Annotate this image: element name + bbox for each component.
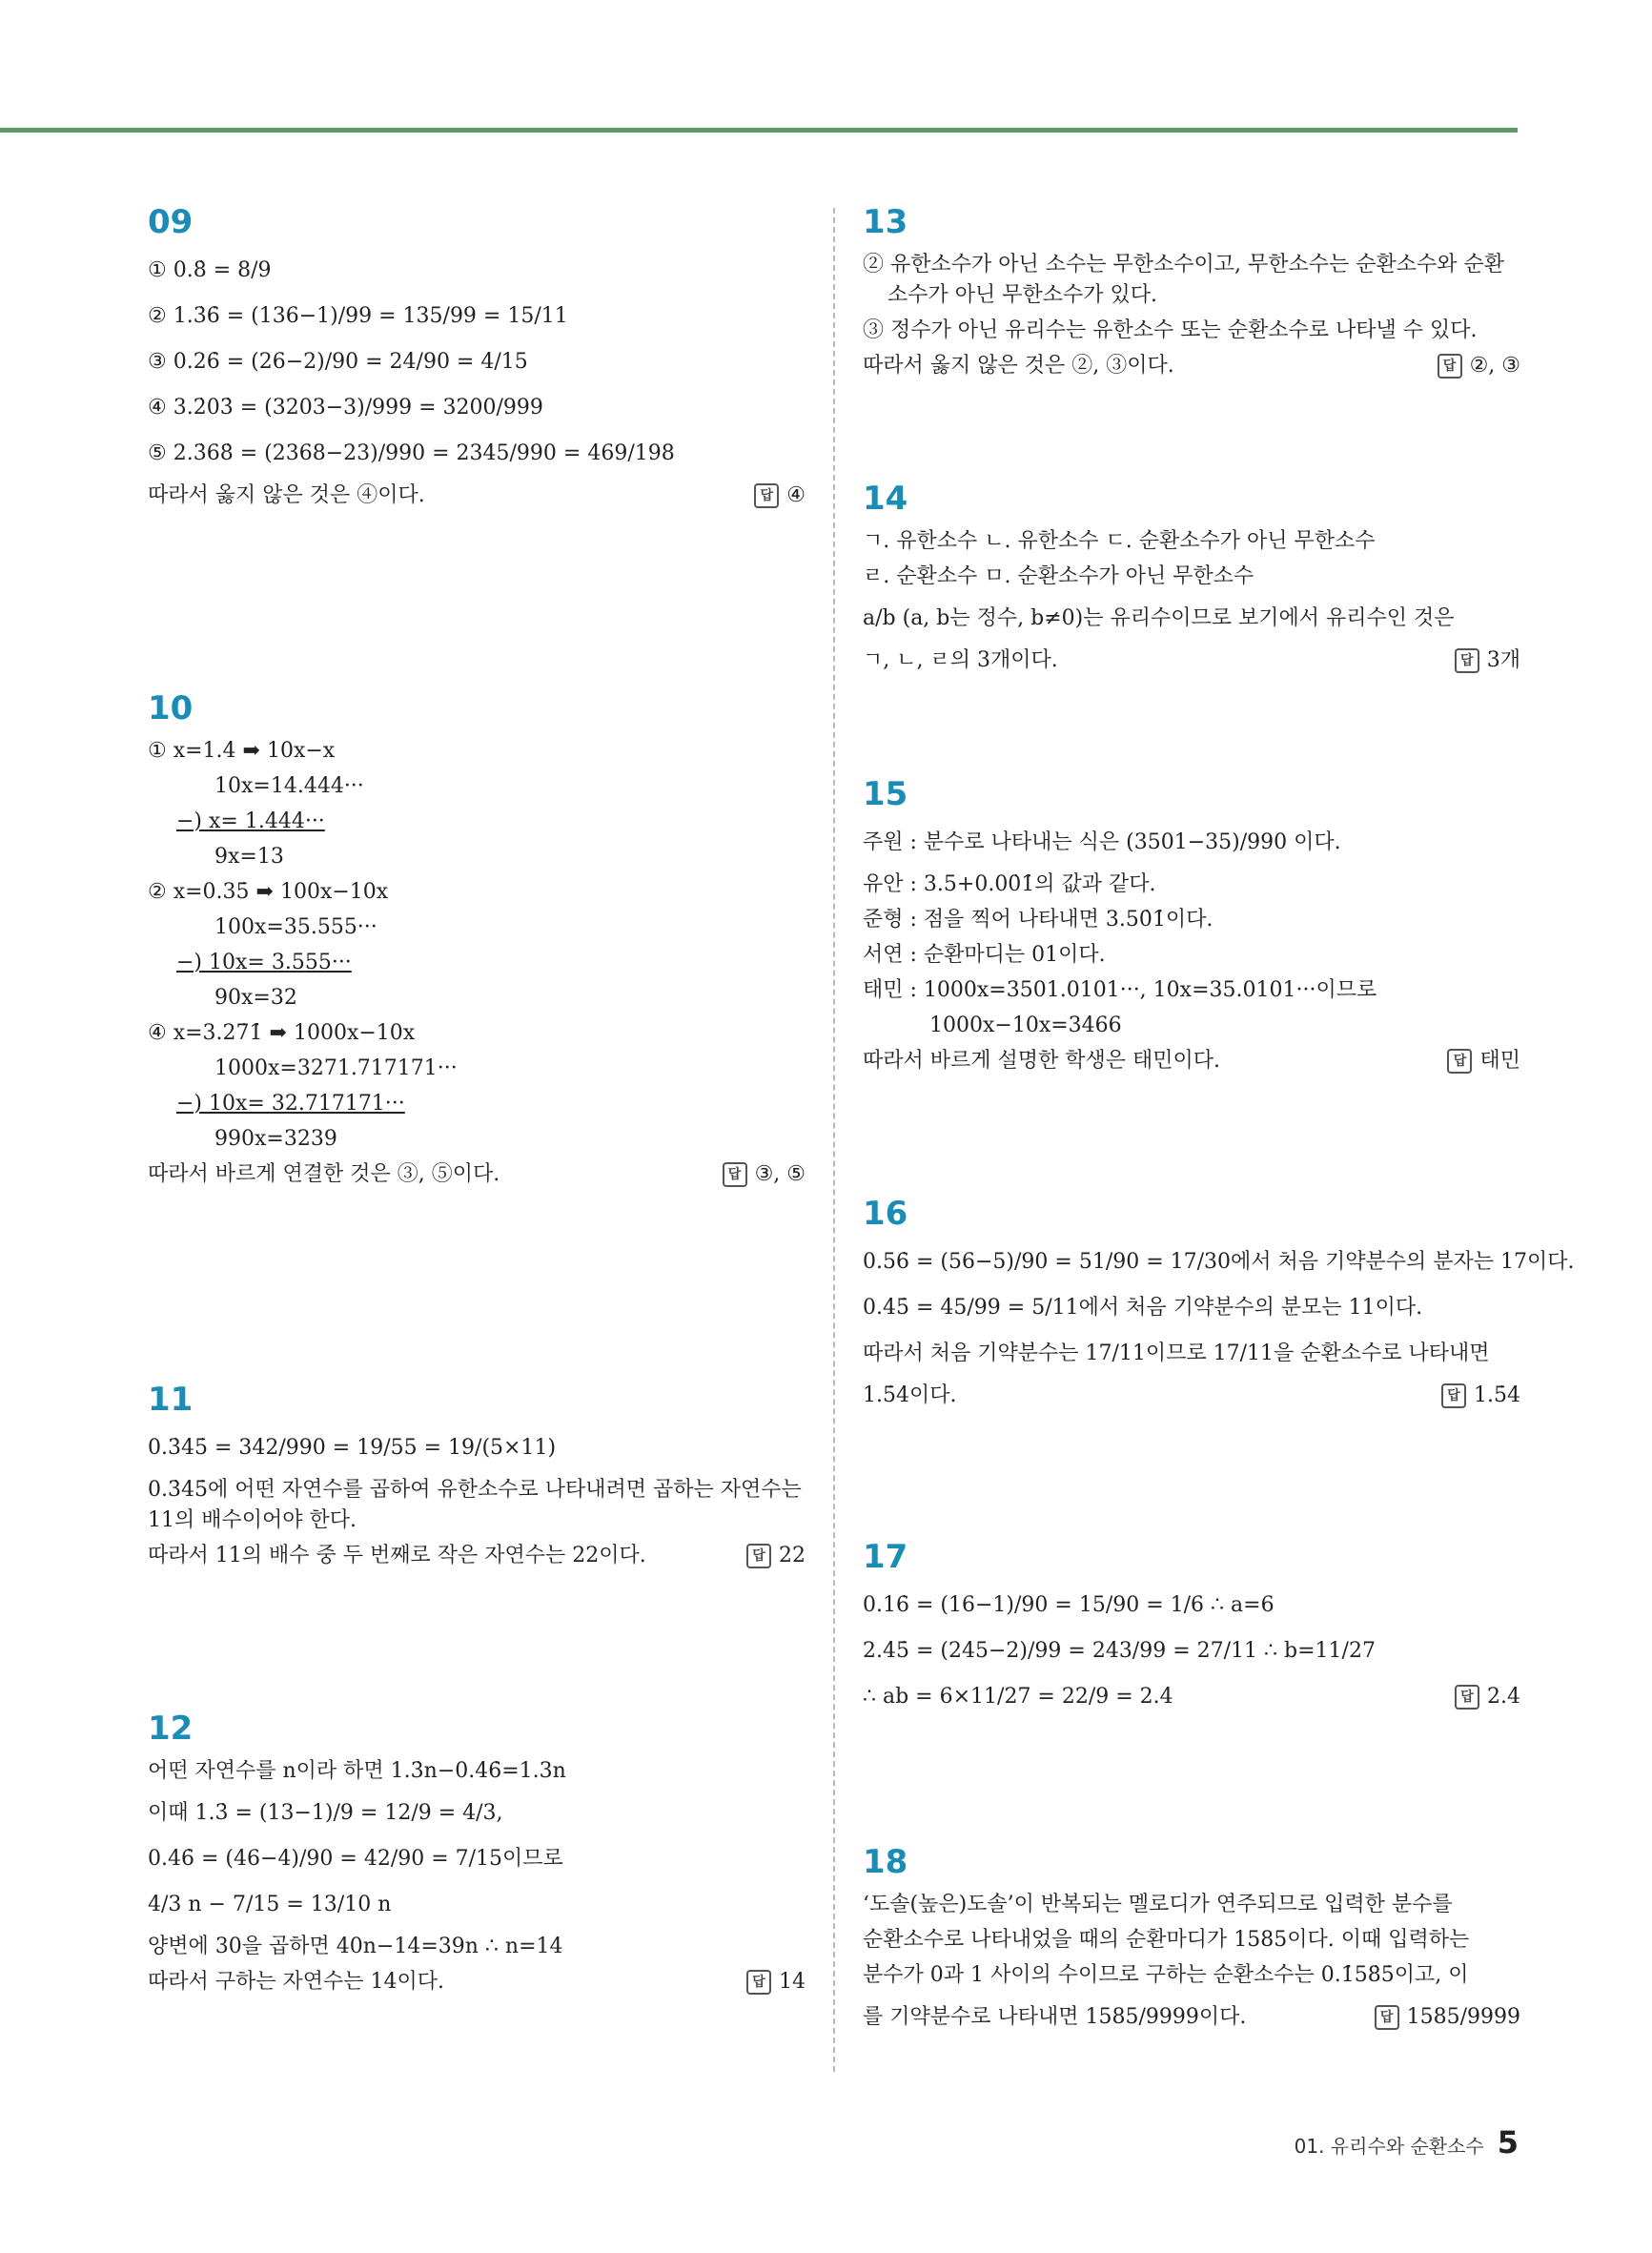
answer <box>1375 1998 1520 2037</box>
conclusion-row <box>148 481 806 511</box>
answer-value: ③, ⑤ <box>754 1162 806 1186</box>
answer-value: 2.4̇ <box>1487 1685 1520 1709</box>
answer-icon: 답 <box>1455 1685 1479 1710</box>
solution-line: ② x=0.35̇ ➡ 100x−10x <box>148 880 389 904</box>
solution-line: 따라서 처음 기약분수는 17/11이므로 17/11을 순환소수로 나타내면 <box>863 1342 1490 1365</box>
conclusion-text: 를 기약분수로 나타내면 1585/9999이다. <box>863 2005 1247 2029</box>
answer-value: 1.5̇4̇ <box>1474 1383 1520 1407</box>
problem-number: 14 <box>863 480 908 518</box>
solution-line: 0.3̇45̇ = 342/990 = 19/55 = 19/(5×11) <box>148 1436 557 1460</box>
answer-value: 3개 <box>1486 648 1520 672</box>
conclusion-text: 따라서 바르게 연결한 것은 ③, ⑤이다. <box>148 1162 500 1186</box>
answer-value: ④ <box>786 483 806 507</box>
conclusion-text: 따라서 옳지 않은 것은 ②, ③이다. <box>863 354 1174 378</box>
page-footer <box>1295 2124 1519 2161</box>
solution-line: ③ 정수가 아닌 유리수는 유한소수 또는 순환소수로 나타낼 수 있다. <box>863 318 1478 342</box>
solution-line: ① 0.8̇ = 8/9 <box>148 258 272 282</box>
page-number: 5 <box>1497 2124 1519 2161</box>
solution-line: 0.16̇ = (16−1)/90 = 15/90 = 1/6 ∴ a=6 <box>863 1593 1275 1617</box>
answer-value: ②, ③ <box>1469 354 1520 378</box>
chapter-title: 01. 유리수와 순환소수 <box>1294 2135 1484 2158</box>
answer-value: 22 <box>779 1544 806 1567</box>
problem-14 <box>863 477 1520 681</box>
solution-line: 10x=14.444··· <box>214 774 364 798</box>
conclusion-text: 따라서 옳지 않은 것은 ④이다. <box>148 483 425 507</box>
answer <box>1441 1381 1520 1411</box>
answer <box>1438 351 1520 381</box>
answer-value: 태민 <box>1479 1049 1520 1073</box>
answer <box>1455 645 1520 676</box>
conclusion-text: 따라서 11의 배수 중 두 번째로 작은 자연수는 22이다. <box>148 1544 646 1567</box>
solution-line: 이때 1.3̇ = (13−1)/9 = 12/9 = 4/3, <box>148 1801 503 1825</box>
conclusion-row <box>863 645 1520 676</box>
problem-13 <box>863 200 1520 386</box>
problem-number: 15 <box>863 775 908 813</box>
solution-line: 0.3̇45̇에 어떤 자연수를 곱하여 유한소수로 나타내려면 곱하는 자연수는 11의 배수이어야 한다. <box>148 1478 802 1532</box>
problem-number: 16 <box>863 1195 908 1233</box>
answer <box>723 1159 806 1190</box>
conclusion-row <box>863 1998 1520 2037</box>
answer-value: 1585/9999 <box>1406 2005 1520 2029</box>
solution-line: −) 10x= 32.717171··· <box>176 1092 405 1116</box>
solution-line: 0.4̇5̇ = 45/99 = 5/11에서 처음 기약분수의 분모는 11이다. <box>863 1296 1423 1320</box>
solution-line: ② 1.3̇6̇ = (136−1)/99 = 135/99 = 15/11 <box>148 304 568 328</box>
problem-number: 12 <box>148 1710 194 1748</box>
answer-icon: 답 <box>1375 2005 1399 2030</box>
solution-line: ④ x=3.27̇1̇ ➡ 1000x−10x <box>148 1021 416 1045</box>
problem-10 <box>148 686 806 1195</box>
conclusion-row <box>148 1541 806 1571</box>
column-divider <box>833 208 835 2072</box>
solution-line: 100x=35.555··· <box>214 915 377 939</box>
solution-line: ④ 3.2̇03̇ = (3203−3)/999 = 3200/999 <box>148 396 543 420</box>
solution-line: −) x= 1.444··· <box>176 809 325 833</box>
solution-line: ① x=1.4̇ ➡ 10x−x <box>148 739 336 763</box>
conclusion-text: ㄱ, ㄴ, ㄹ의 3개이다. <box>863 648 1058 672</box>
answer-value: 14 <box>779 1970 806 1994</box>
solution-line: 서연 : 순환마디는 01이다. <box>863 943 1106 967</box>
solution-line: 태민 : 1000x=3501.0101···, 10x=35.0101···이므로 <box>863 978 1377 1002</box>
solution-line: ㄱ. 유한소수 ㄴ. 유한소수 ㄷ. 순환소수가 아닌 무한소수 <box>863 529 1376 553</box>
answer-icon: 답 <box>1447 1049 1472 1074</box>
conclusion-text: ∴ ab = 6×11/27 = 22/9 = 2.4̇ <box>863 1685 1173 1709</box>
answer <box>746 1541 806 1571</box>
answer-icon: 답 <box>746 1544 771 1568</box>
solution-line: 분수가 0과 1 사이의 수이므로 구하는 순환소수는 0.1̇58̇5̇이고, 이 <box>863 1963 1469 1987</box>
problem-number: 10 <box>148 689 194 727</box>
answer <box>1455 1678 1520 1716</box>
solution-line: ② 유한소수가 아닌 소수는 무한소수이고, 무한소수는 순환소수와 순환소수가 아닌 무한소수가 있다. <box>863 253 1505 307</box>
problem-number: 11 <box>148 1381 194 1419</box>
solution-line: 1000x=3271.717171··· <box>214 1056 458 1080</box>
problem-18 <box>863 1840 1520 2044</box>
conclusion-row <box>148 1967 806 1997</box>
answer <box>746 1967 806 1997</box>
solution-line: 9x=13 <box>214 845 284 869</box>
problem-number: 18 <box>863 1843 908 1881</box>
solution-line: ‘도솔(높은)도솔’이 반복되는 멜로디가 연주되므로 입력한 분수를 <box>863 1893 1453 1916</box>
solution-line: 90x=32 <box>214 986 297 1010</box>
solution-line: 순환소수로 나타내었을 때의 순환마디가 1585이다. 이때 입력하는 <box>863 1928 1470 1952</box>
answer-icon: 답 <box>746 1970 771 1995</box>
solution-line: ③ 0.26̇ = (26−2)/90 = 24/90 = 4/15 <box>148 350 528 374</box>
conclusion-text: 1.5̇4̇이다. <box>863 1383 957 1407</box>
solution-line: 990x=3239 <box>214 1127 337 1151</box>
solution-line: 4/3 n − 7/15 = 13/10 n <box>148 1893 392 1916</box>
problem-number: 09 <box>148 203 194 241</box>
problem-11 <box>148 1378 806 1576</box>
conclusion-text: 따라서 구하는 자연수는 14이다. <box>148 1970 444 1994</box>
conclusion-row <box>863 1046 1520 1076</box>
problem-15 <box>863 772 1520 1081</box>
conclusion-text: 따라서 바르게 설명한 학생은 태민이다. <box>863 1049 1220 1073</box>
solution-line: 0.56̇ = (56−5)/90 = 51/90 = 17/30에서 처음 기약분수의 분자는 17이다. <box>863 1250 1575 1274</box>
solution-line: 1000x−10x=3466 <box>929 1014 1122 1037</box>
top-rule <box>0 128 1518 133</box>
answer-icon: 답 <box>1455 648 1479 673</box>
solution-line: ⑤ 2.3̇68̇ = (2368−23)/990 = 2345/990 = 469/198 <box>148 441 675 465</box>
solution-line: 주원 : 분수로 나타내는 식은 (3501−35)/990 이다. <box>863 830 1341 854</box>
problem-number: 17 <box>863 1538 908 1576</box>
answer-icon: 답 <box>754 483 779 508</box>
solution-line: ㄹ. 순환소수 ㅁ. 순환소수가 아닌 무한소수 <box>863 564 1254 588</box>
answer <box>1447 1046 1520 1076</box>
answer-icon: 답 <box>1441 1383 1466 1408</box>
problem-17 <box>863 1535 1520 1724</box>
answer-icon: 답 <box>1438 354 1462 379</box>
problem-16 <box>863 1192 1575 1416</box>
solution-line: a/b (a, b는 정수, b≠0)는 유리수이므로 보기에서 유리수인 것은 <box>863 606 1455 630</box>
solution-line: 유안 : 3.5+0.00̇1̇의 값과 같다. <box>863 872 1156 896</box>
problem-12 <box>148 1707 806 2002</box>
solution-line: 어떤 자연수를 n이라 하면 1.3̇n−0.46̇=1.3n <box>148 1759 566 1783</box>
conclusion-row <box>863 351 1520 381</box>
solution-line: 0.46̇ = (46−4)/90 = 42/90 = 7/15이므로 <box>148 1847 563 1871</box>
conclusion-row <box>863 1678 1520 1716</box>
problem-09 <box>148 200 806 516</box>
answer <box>754 481 806 511</box>
solution-line: 2.4̇5̇ = (245−2)/99 = 243/99 = 27/11 ∴ b=11/27 <box>863 1639 1376 1663</box>
conclusion-row <box>148 1159 806 1190</box>
answer-icon: 답 <box>723 1162 747 1187</box>
conclusion-row <box>863 1381 1520 1411</box>
solution-line: 양변에 30을 곱하면 40n−14=39n ∴ n=14 <box>148 1935 563 1958</box>
solution-line: −) 10x= 3.555··· <box>176 951 352 974</box>
solution-line: 준형 : 점을 찍어 나타내면 3.50̇1̇이다. <box>863 908 1214 932</box>
problem-number: 13 <box>863 203 908 241</box>
